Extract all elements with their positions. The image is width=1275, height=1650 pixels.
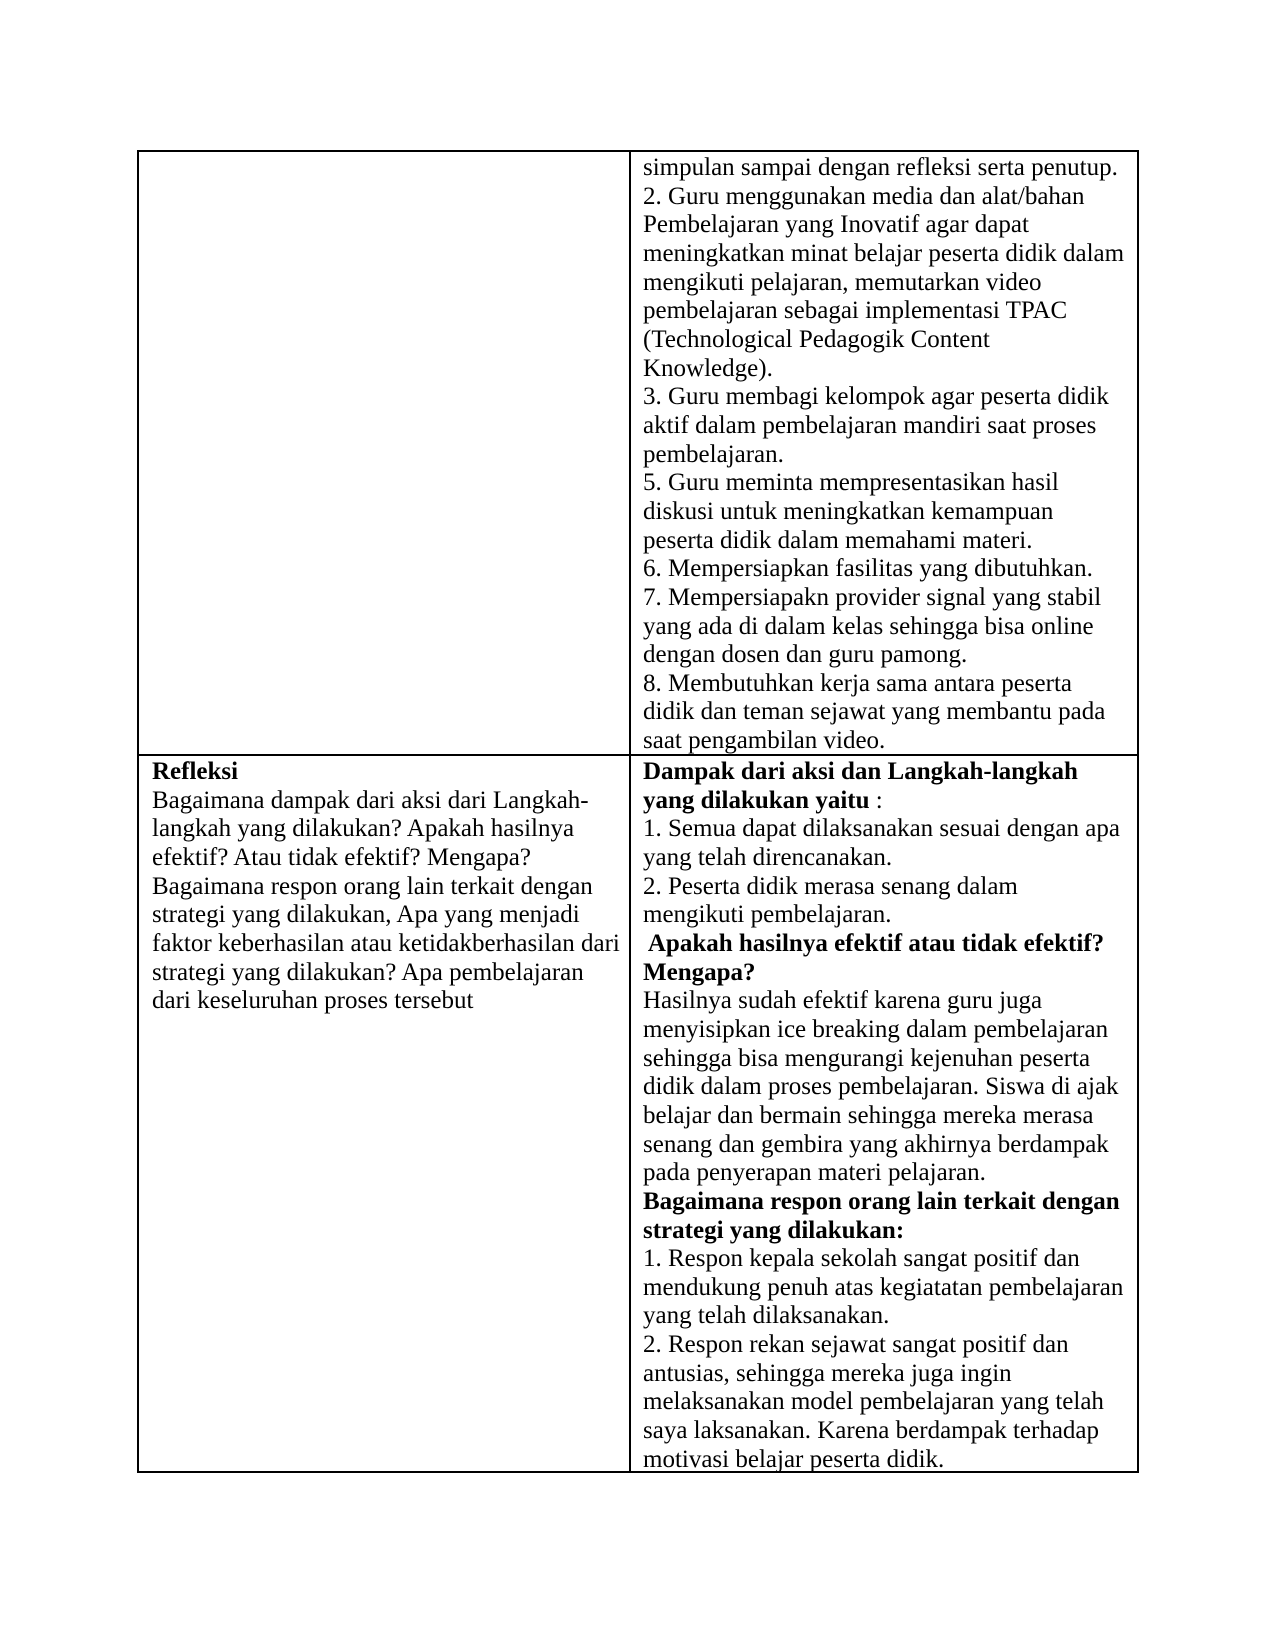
text-line: faktor keberhasilan atau ketidakberhasilan dari — [152, 929, 620, 957]
text-line: motivasi belajar peserta didik. — [643, 1445, 945, 1471]
text-line: Bagaimana respon orang lain terkait dengan — [152, 872, 593, 900]
text-line: aktif dalam pembelajaran mandiri saat proses — [643, 411, 1097, 439]
text-line: mendukung penuh atas kegiatatan pembelajaran — [643, 1273, 1124, 1301]
text-line: strategi yang dilakukan, Apa yang menjadi — [152, 901, 580, 929]
text-line: Mengapa? — [643, 958, 756, 986]
text-line: antusias, sehingga mereka juga ingin — [643, 1359, 1012, 1387]
text-line: pada penyerapan materi pelajaran. — [643, 1159, 986, 1187]
text-line: peserta didik dalam memahami materi. — [643, 526, 1033, 554]
text-line: dengan dosen dan guru pamong. — [643, 641, 968, 669]
text-line: 5. Guru meminta mempresentasikan hasil — [643, 469, 1059, 497]
text-line: yang telah dilaksanakan. — [643, 1302, 890, 1330]
table-cell-row1-right-continuation-text — [631, 152, 1137, 754]
text-line: menyisipkan ice breaking dalam pembelajaran — [643, 1015, 1109, 1043]
text-line: Refleksi — [152, 758, 239, 785]
text-line: yang telah direncanakan. — [643, 843, 893, 871]
text-line: didik dan teman sejawat yang membantu pada — [643, 698, 1106, 726]
text-line: sehingga bisa mengurangi kejenuhan peserta — [643, 1044, 1091, 1072]
text-line: efektif? Atau tidak efektif? Mengapa? — [152, 843, 531, 871]
text-line: Bagaimana dampak dari aksi dari Langkah- — [152, 786, 589, 814]
text-line: Knowledge). — [643, 354, 773, 382]
text-line: 2. Peserta didik merasa senang dalam — [643, 872, 1018, 900]
text-line: Bagaimana respon orang lain terkait dengan — [643, 1187, 1120, 1215]
text-line: strategi yang dilakukan: — [643, 1216, 905, 1244]
text-line: Hasilnya sudah efektif karena guru juga — [643, 987, 1043, 1015]
text-line: (Technological Pedagogik Content — [643, 325, 990, 353]
text-line: yang ada di dalam kelas sehingga bisa online — [643, 612, 1094, 640]
reflection-table — [137, 150, 1139, 1473]
text-line: 7. Mempersiapakn provider signal yang stabil — [643, 583, 1102, 611]
text-line: mengikuti pelajaran, memutarkan video — [643, 268, 1042, 296]
text-line: langkah yang dilakukan? Apakah hasilnya — [152, 815, 575, 843]
text-line: simpulan sampai dengan refleksi serta penutup. — [643, 154, 1118, 181]
text-line: 2. Respon rekan sejawat sangat positif dan — [643, 1331, 1069, 1359]
text-line: pembelajaran. — [643, 440, 784, 468]
text-line: Apakah hasilnya efektif atau tidak efektif? — [643, 929, 1105, 957]
text-line: pembelajaran sebagai implementasi TPAC — [643, 297, 1068, 325]
text-line: saat pengambilan video. — [643, 727, 886, 754]
text-line: 2. Guru menggunakan media dan alat/bahan — [643, 182, 1085, 210]
text-line: 8. Membutuhkan kerja sama antara peserta — [643, 669, 1072, 697]
text-line: yang dilakukan yaitu : — [643, 786, 883, 814]
text-line: saya laksanakan. Karena berdampak terhadap — [643, 1417, 1100, 1445]
table-cell-refleksi-question — [139, 754, 631, 1471]
text-line: mengikuti pembelajaran. — [643, 901, 892, 929]
text-line: diskusi untuk meningkatkan kemampuan — [643, 497, 1054, 525]
text-line: meningkatkan minat belajar peserta didik dalam — [643, 239, 1125, 267]
text-line: Dampak dari aksi dan Langkah-langkah — [643, 758, 1078, 785]
text-line: melaksanakan model pembelajaran yang telah — [643, 1388, 1104, 1416]
text-line: senang dan gembira yang akhirnya berdampak — [643, 1130, 1109, 1158]
text-line: belajar dan bermain sehingga mereka merasa — [643, 1101, 1094, 1129]
text-line: 3. Guru membagi kelompok agar peserta didik — [643, 383, 1109, 411]
table-cell-row1-left-empty — [139, 152, 631, 754]
text-line: didik dalam proses pembelajaran. Siswa di ajak — [643, 1073, 1119, 1101]
text-line: 1. Respon kepala sekolah sangat positif dan — [643, 1245, 1080, 1273]
text-line: dari keseluruhan proses tersebut — [152, 987, 474, 1015]
text-line: strategi yang dilakukan? Apa pembelajaran — [152, 958, 584, 986]
text-line: 6. Mempersiapkan fasilitas yang dibutuhkan. — [643, 555, 1093, 583]
table-cell-refleksi-answer — [631, 754, 1137, 1471]
text-line: 1. Semua dapat dilaksanakan sesuai dengan apa — [643, 815, 1120, 843]
text-line: Pembelajaran yang Inovatif agar dapat — [643, 211, 1029, 239]
